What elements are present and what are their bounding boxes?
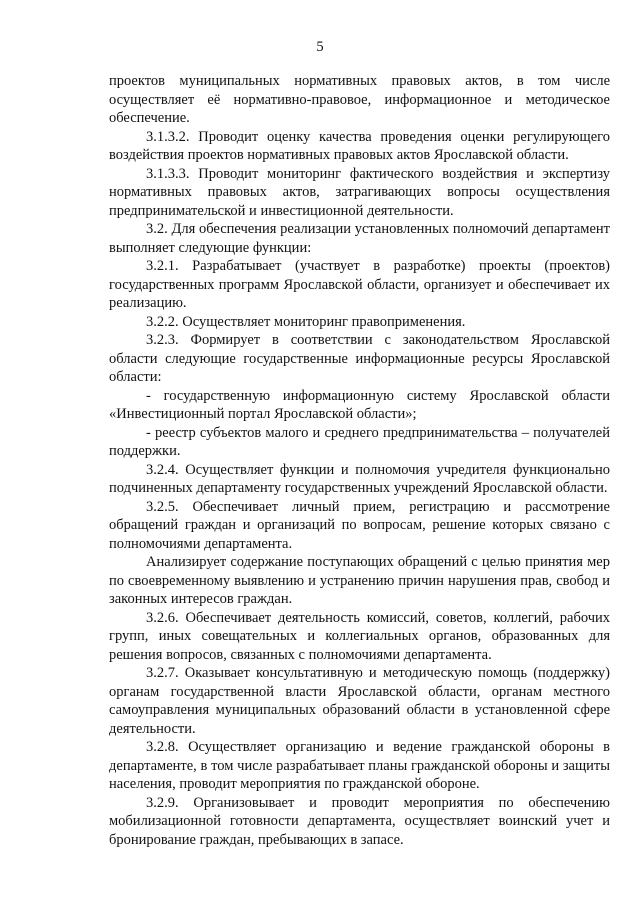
paragraph-3-2-5: 3.2.5. Обеспечивает личный прием, регистрацию и рассмотрение обращений граждан и организаций по вопросам, решение которых связано с полномочиями департамента. bbox=[109, 498, 610, 552]
paragraph-analysis: Анализирует содержание поступающих обращений с целью принятия мер по своевременному выявлению и устранению причин нарушения прав, свобод и законных интересов граждан. bbox=[109, 554, 610, 607]
paragraph-3-2-8: 3.2.8. Осуществляет организацию и ведение гражданской обороны в департаменте, в том числе разрабатывает планы гражданской обороны и защиты населения, проводит мероприятия по гражданской обороне. bbox=[109, 739, 610, 792]
paragraph-3-1-3-3: 3.1.3.3. Проводит мониторинг фактического воздействия и экспертизу нормативных правовых актов, затрагивающих вопросы осуществления предпринимательской и инвестиционной деятельности. bbox=[109, 165, 610, 219]
paragraph-3-2-1: 3.2.1. Разрабатывает (участвует в разработке) проекты (проектов) государственных программ Ярославской области, организует и обеспечивает их реализацию. bbox=[109, 258, 610, 311]
document-body bbox=[109, 72, 610, 849]
list-item-registry: - реестр субъектов малого и среднего предпринимательства – получателей поддержки. bbox=[109, 424, 610, 459]
page-number: 5 bbox=[316, 39, 324, 55]
paragraph-3-1-3-2: 3.1.3.2. Проводит оценку качества проведения оценки регулирующего воздействия проектов нормативных правовых актов Ярославской области. bbox=[109, 128, 610, 163]
paragraph-3-2-6: 3.2.6. Обеспечивает деятельность комиссий, советов, коллегий, рабочих групп, иных совещательных и коллегиальных органов, образованных для решения вопросов, связанных с полномочиями департамента. bbox=[109, 609, 610, 663]
paragraph-3-2-4: 3.2.4. Осуществляет функции и полномочия учредителя функционально подчиненных департаменту государственных учреждений Ярославской области. bbox=[109, 461, 610, 496]
paragraph-3-2: 3.2. Для обеспечения реализации установленных полномочий департамент выполняет следующие функции: bbox=[109, 221, 610, 256]
list-item-info-system: - государственную информационную систему Ярославской области «Инвестиционный портал Ярославской области»; bbox=[109, 387, 610, 422]
paragraph-3-2-7: 3.2.7. Оказывает консультативную и методическую помощь (поддержку) органам государственной власти Ярославской области, органам местного самоуправления муниципальных образований области в установленной сфере деятельности. bbox=[109, 665, 610, 737]
paragraph-3-2-2: 3.2.2. Осуществляет мониторинг правоприменения. bbox=[146, 313, 466, 330]
paragraph-3-2-9: 3.2.9. Организовывает и проводит мероприятия по обеспечению мобилизационной готовности департамента, осуществляет воинский учет и бронирование граждан, пребывающих в запасе. bbox=[109, 794, 610, 848]
paragraph-continuation: проектов муниципальных нормативных правовых актов, в том числе осуществляет её нормативно-правовое, информационное и методическое обеспечение. bbox=[109, 73, 610, 126]
paragraph-3-2-3: 3.2.3. Формирует в соответствии с законодательством Ярославской области следующие государственные информационные ресурсы Ярославской области: bbox=[109, 332, 610, 385]
